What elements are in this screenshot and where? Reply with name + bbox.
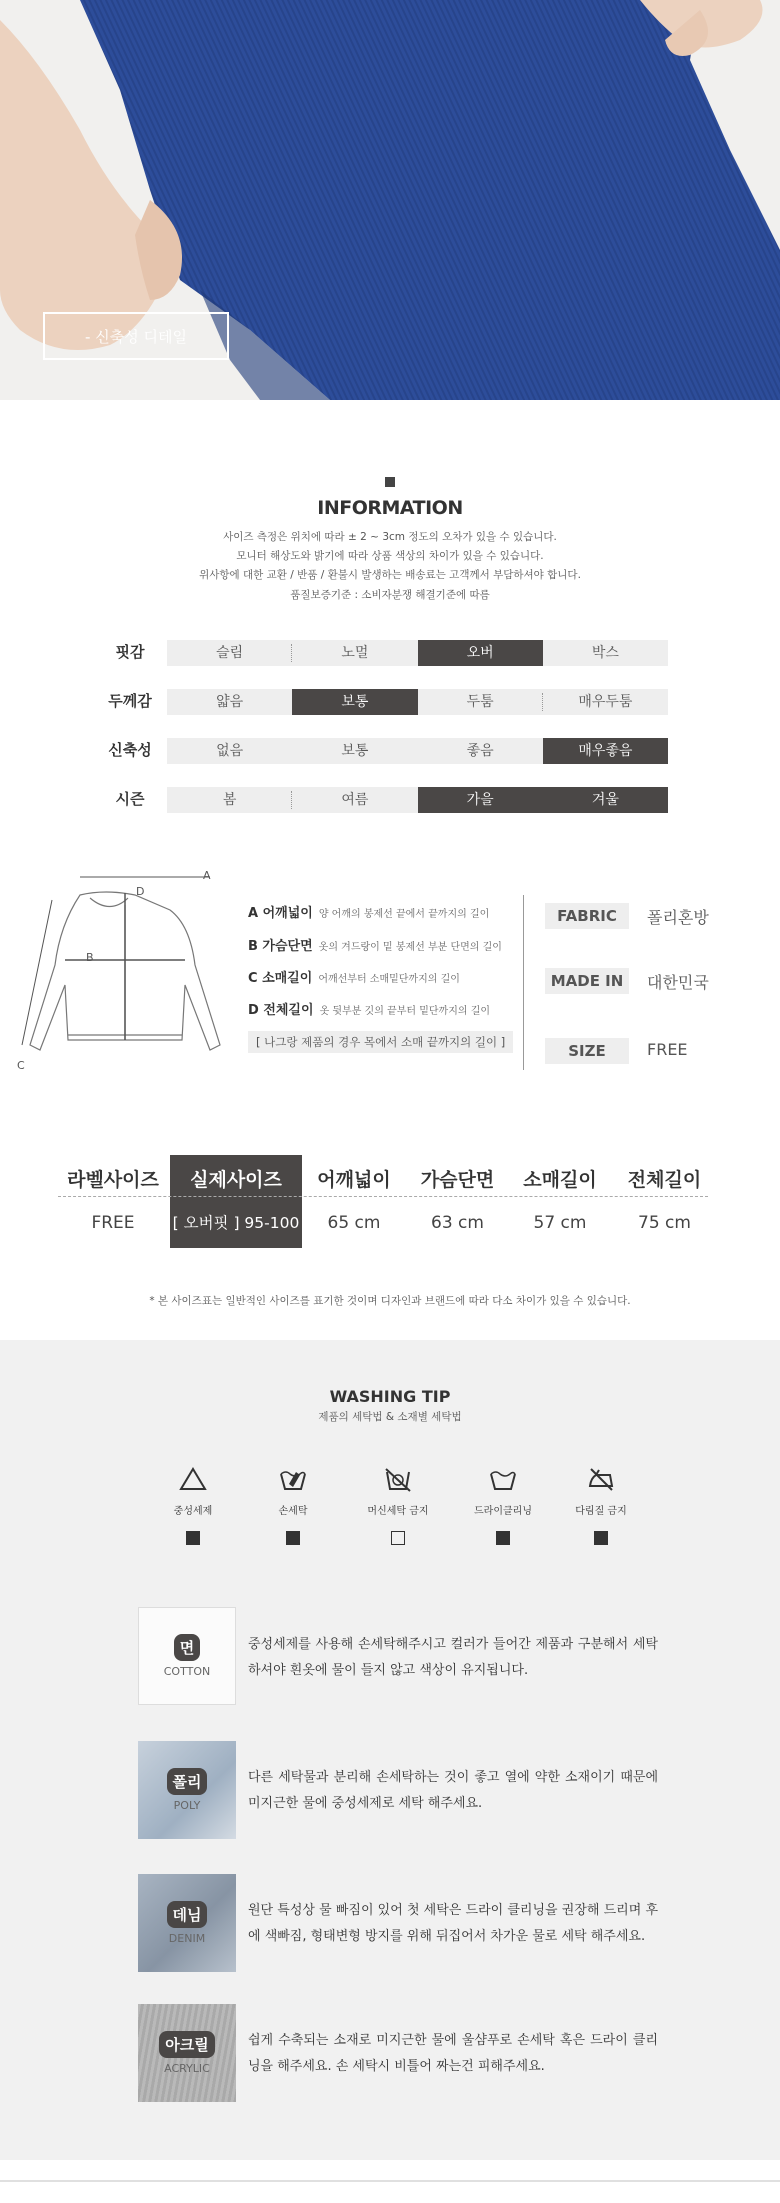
fabric-eng: POLY (173, 1799, 201, 1812)
attr-row-season (167, 787, 668, 813)
measure-chest (248, 935, 502, 954)
attr-option-selected: 겨울 (543, 787, 668, 813)
info-note: 모니터 해상도와 밝기에 따라 상품 색상의 차이가 있을 수 있습니다. (236, 550, 544, 562)
wash-label: 머신세탁 금지 (367, 1506, 429, 1517)
attr-option: 두툼 (418, 689, 543, 715)
attr-label-season: 시즌 (115, 790, 145, 808)
fabric-text-cotton: 중성세제를 사용해 손세탁해주시고 컬러가 들어간 제품과 구분해서 세탁하셔야 흰옷에 물이 들지 않고 색상이 유지됩니다. (248, 1637, 658, 1678)
info-note: 품질보증기준 : 소비자분쟁 해결기준에 따름 (290, 589, 490, 601)
attr-label-fit: 핏감 (115, 643, 145, 661)
attr-option: 박스 (543, 640, 668, 666)
size-header: 라벨사이즈 (67, 1169, 159, 1191)
size-header: 소매길이 (523, 1169, 597, 1191)
measure-name: D 전체길이 (248, 1003, 314, 1018)
wash-label: 중성세제 (173, 1506, 213, 1517)
wash-check-no-machine (391, 1531, 405, 1545)
size-header-actual: 실제사이즈 (170, 1155, 302, 1205)
wash-check-dry-clean (496, 1531, 510, 1545)
size-header: 가슴단면 (420, 1169, 495, 1191)
hero-caption: - 신축성 디테일 (43, 312, 229, 360)
fabric-swatch-poly (138, 1741, 236, 1839)
measure-desc: 옷 뒷부분 깃의 끝부터 밑단까지의 길이 (319, 1006, 491, 1017)
wash-item-dry-clean (458, 1466, 548, 1517)
attr-row-thickness (167, 689, 668, 715)
attr-option: 얇음 (167, 689, 292, 715)
attr-label-stretch: 신축성 (108, 741, 152, 759)
size-footnote: * 본 사이즈표는 일반적인 사이즈를 표기한 것이며 디자인과 브랜드에 따라 다소 차이가 있을 수 있습니다. (149, 1295, 631, 1307)
raglan-note: [ 나그랑 제품의 경우 목에서 소매 끝까지의 길이 ] (248, 1031, 513, 1053)
attr-option: 노멀 (292, 640, 417, 666)
fabric-text-acrylic: 쉽게 수축되는 소재로 미지근한 물에 울샴푸로 손세탁 혹은 드라이 클리닝을 해주세요. 손 세탁시 비틀어 짜는건 피해주세요. (248, 2033, 658, 2074)
spec-value-fabric: 폴리혼방 (647, 908, 709, 927)
divider (523, 895, 524, 1070)
hand-wash-icon (278, 1466, 308, 1492)
attr-option: 봄 (167, 787, 292, 813)
no-iron-icon (586, 1466, 616, 1492)
size-value: 57 cm (533, 1213, 587, 1233)
measure-name: A 어깨넓이 (248, 906, 313, 921)
attr-option: 슬림 (167, 640, 292, 666)
bottom-divider (0, 2180, 780, 2182)
attr-row-stretch (167, 738, 668, 764)
spec-key-size: SIZE (545, 1038, 629, 1064)
fabric-swatch-acrylic (138, 2004, 236, 2102)
attr-option: 보통 (292, 738, 417, 764)
sweater-diagram (10, 865, 240, 1080)
dry-clean-icon (488, 1466, 518, 1492)
fabric-badge: 면 (174, 1634, 201, 1661)
wash-check-hand (286, 1531, 300, 1545)
diagram-letter-c: C (17, 1059, 25, 1072)
washing-subtitle: 제품의 세탁법 & 소재별 세탁법 (318, 1411, 462, 1423)
spec-key-fabric: FABRIC (545, 903, 629, 929)
wash-label: 다림질 금지 (575, 1506, 627, 1517)
wash-item-hand (248, 1466, 338, 1517)
spec-value-made-in: 대한민국 (647, 973, 709, 992)
fabric-text-poly: 다른 세탁물과 분리해 손세탁하는 것이 좋고 열에 약한 소재이기 때문에 미지근한 물에 중성세제로 세탁 해주세요. (248, 1770, 658, 1811)
wash-check-neutral (186, 1531, 200, 1545)
measure-name: B 가슴단면 (248, 939, 313, 954)
info-note: 사이즈 측정은 위치에 따라 ± 2 ~ 3cm 정도의 오차가 있을 수 있습니다. (223, 531, 557, 543)
spec-key-made-in: MADE IN (545, 968, 629, 994)
attr-label-thickness: 두께감 (108, 692, 152, 710)
wash-item-no-iron (556, 1466, 646, 1517)
diagram-letter-b: B (86, 951, 94, 964)
fabric-eng: ACRYLIC (164, 2062, 210, 2075)
size-header: 어깨넓이 (317, 1169, 391, 1191)
size-header: 전체길이 (627, 1169, 702, 1191)
fabric-swatch-denim (138, 1874, 236, 1972)
size-value: 63 cm (431, 1213, 484, 1233)
attr-option: 여름 (292, 787, 417, 813)
measure-sleeve (248, 967, 460, 986)
fabric-eng: COTTON (163, 1665, 211, 1678)
spec-value-size: FREE (647, 1040, 688, 1059)
section-marker (385, 477, 395, 487)
fabric-badge: 아크릴 (159, 2031, 214, 2058)
fabric-eng: DENIM (168, 1932, 206, 1945)
wash-check-no-iron (594, 1531, 608, 1545)
washing-title: WASHING TIP (329, 1387, 451, 1406)
fabric-badge: 폴리 (167, 1768, 208, 1795)
attr-row-fit (167, 640, 668, 666)
neutral-detergent-icon (178, 1466, 208, 1492)
attr-option: 매우두툼 (543, 689, 668, 715)
fabric-badge: 데님 (167, 1901, 208, 1928)
no-machine-wash-icon (383, 1466, 413, 1492)
attr-option-selected: 매우좋음 (543, 738, 668, 764)
size-value-actual: [ 오버핏 ] 95-100 (170, 1198, 302, 1248)
size-value: 75 cm (638, 1213, 691, 1233)
measure-shoulder (248, 902, 489, 921)
info-note: 위사항에 대한 교환 / 반품 / 환불시 발생하는 배송료는 고객께서 부담하셔야 합니다. (199, 569, 581, 581)
attr-option-selected: 오버 (418, 640, 543, 666)
fabric-swatch-cotton (138, 1607, 236, 1705)
attr-option: 없음 (167, 738, 292, 764)
fabric-text-denim: 원단 특성상 물 빠짐이 있어 첫 세탁은 드라이 클리닝을 권장해 드리며 후에 색빠짐, 형태변형 방지를 위해 뒤집어서 차가운 물로 세탁 해주세요. (248, 1903, 658, 1944)
information-title: INFORMATION (317, 497, 463, 519)
wash-label: 손세탁 (278, 1506, 308, 1517)
measure-length (248, 999, 490, 1018)
size-value: 65 cm (327, 1213, 381, 1233)
size-value: FREE (91, 1213, 135, 1233)
measure-name: C 소매길이 (248, 971, 313, 986)
attr-option-selected: 가을 (418, 787, 543, 813)
measure-desc: 양 어깨의 봉제선 끝에서 끝까지의 길이 (318, 909, 490, 920)
wash-item-no-machine (353, 1466, 443, 1517)
diagram-letter-a: A (203, 869, 211, 882)
measure-desc: 옷의 겨드랑이 밑 봉제선 부분 단면의 길이 (318, 942, 502, 953)
size-table-divider (58, 1196, 708, 1197)
attr-option: 좋음 (418, 738, 543, 764)
hero-photo (0, 0, 780, 400)
attr-option-selected: 보통 (292, 689, 417, 715)
wash-label: 드라이클리닝 (474, 1506, 532, 1517)
wash-item-neutral (148, 1466, 238, 1517)
measure-desc: 어깨선부터 소매밑단까지의 길이 (318, 974, 460, 985)
diagram-letter-d: D (136, 885, 145, 898)
